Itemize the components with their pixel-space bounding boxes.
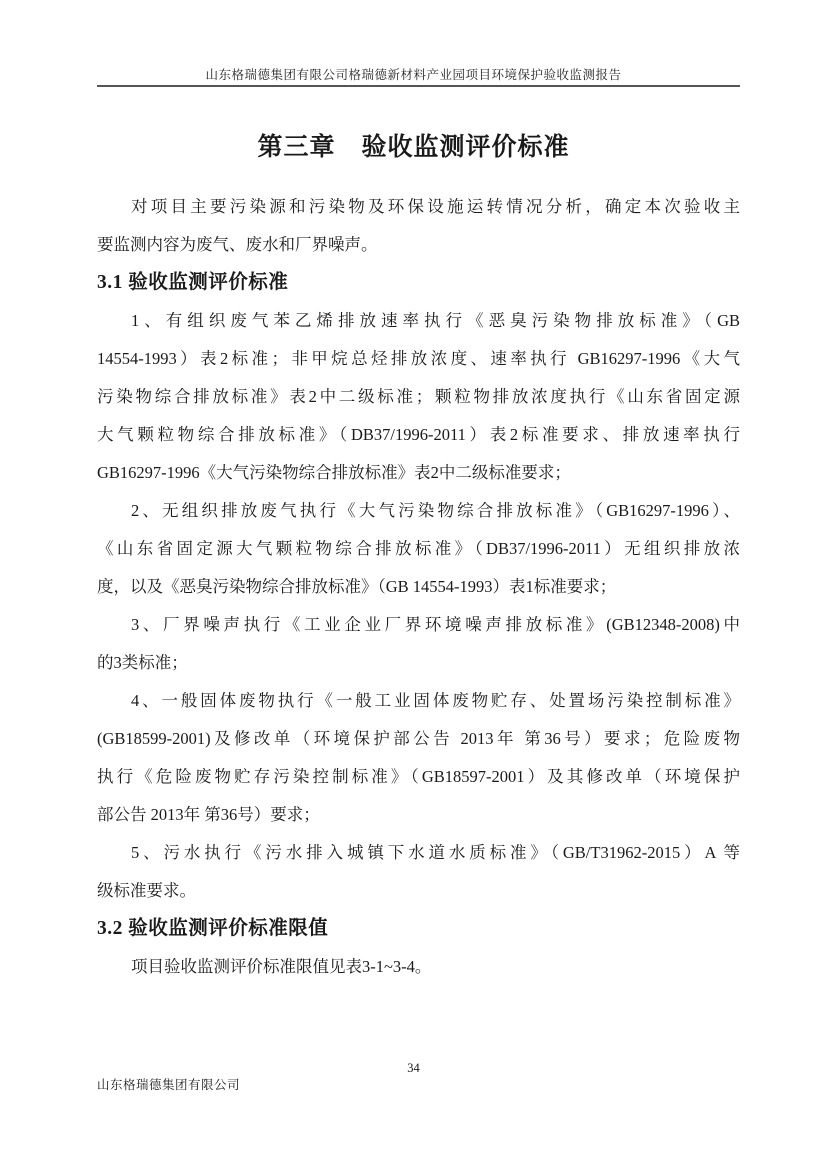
intro-line: 要监测内容为废气、废水和厂界噪声。 — [97, 235, 378, 254]
item4-line: (GB18599-2001)及修改单（环境保护部公告 2013年 第36号）要求；危险废物 — [97, 729, 740, 748]
item3-line: 的3类标准； — [97, 653, 188, 672]
item2-line: 度，以及《恶臭污染物综合排放标准》（GB 14554-1993）表1标准要求； — [97, 577, 617, 596]
item5-line: 级标准要求。 — [97, 881, 196, 900]
item1-line: 大气颗粒物综合排放标准》（DB37/1996-2011）表2标准要求、排放速率执行 — [97, 425, 740, 444]
footer-company: 山东格瑞德集团有限公司 — [97, 1078, 241, 1092]
item4-line: 执行《危险废物贮存污染控制标准》（GB18597-2001）及其修改单（环境保护 — [97, 767, 740, 786]
item1-line: GB16297-1996《大气污染物综合排放标准》表2中二级标准要求； — [97, 463, 571, 482]
item2-line: 2、无组织排放废气执行《大气污染物综合排放标准》（GB16297-1996）、 — [131, 501, 740, 520]
item4-line: 4、一般固体废物执行《一般工业固体废物贮存、处置场污染控制标准》 — [131, 691, 740, 710]
section-3-2-heading: 3.2 验收监测评价标准限值 — [97, 918, 329, 939]
intro-line: 对项目主要污染源和污染物及环保设施运转情况分析，确定本次验收主 — [131, 197, 740, 216]
section-3-1-heading: 3.1 验收监测评价标准 — [97, 272, 289, 293]
item5-line: 5、污水执行《污水排入城镇下水道水质标准》（GB/T31962-2015）A 等 — [131, 843, 740, 862]
page-number: 34 — [407, 1061, 420, 1075]
item2-line: 《山东省固定源大气颗粒物综合排放标准》（DB37/1996-2011）无组织排放浓 — [97, 539, 740, 558]
item4-line: 部公告 2013年 第36号）要求； — [97, 805, 320, 824]
page-header-text: 山东格瑞德集团有限公司格瑞德新材料产业园项目环境保护验收监测报告 — [205, 68, 622, 82]
item1-line: 14554-1993）表2标准；非甲烷总烃排放浓度、速率执行 GB16297-1996《大气 — [97, 349, 740, 368]
item1-line: 污染物综合排放标准》表2中二级标准；颗粒物排放浓度执行《山东省固定源 — [97, 387, 740, 406]
item3-line: 3、厂界噪声执行《工业企业厂界环境噪声排放标准》(GB12348-2008)中 — [131, 615, 740, 634]
chapter-title: 第三章 验收监测评价标准 — [257, 134, 570, 161]
item1-line: 1、有组织废气苯乙烯排放速率执行《恶臭污染物排放标准》（GB — [131, 311, 740, 330]
section-3-2-line: 项目验收监测评价标准限值见表3-1~3-4。 — [131, 957, 432, 976]
document-body — [97, 188, 740, 986]
header-rule — [97, 85, 740, 87]
